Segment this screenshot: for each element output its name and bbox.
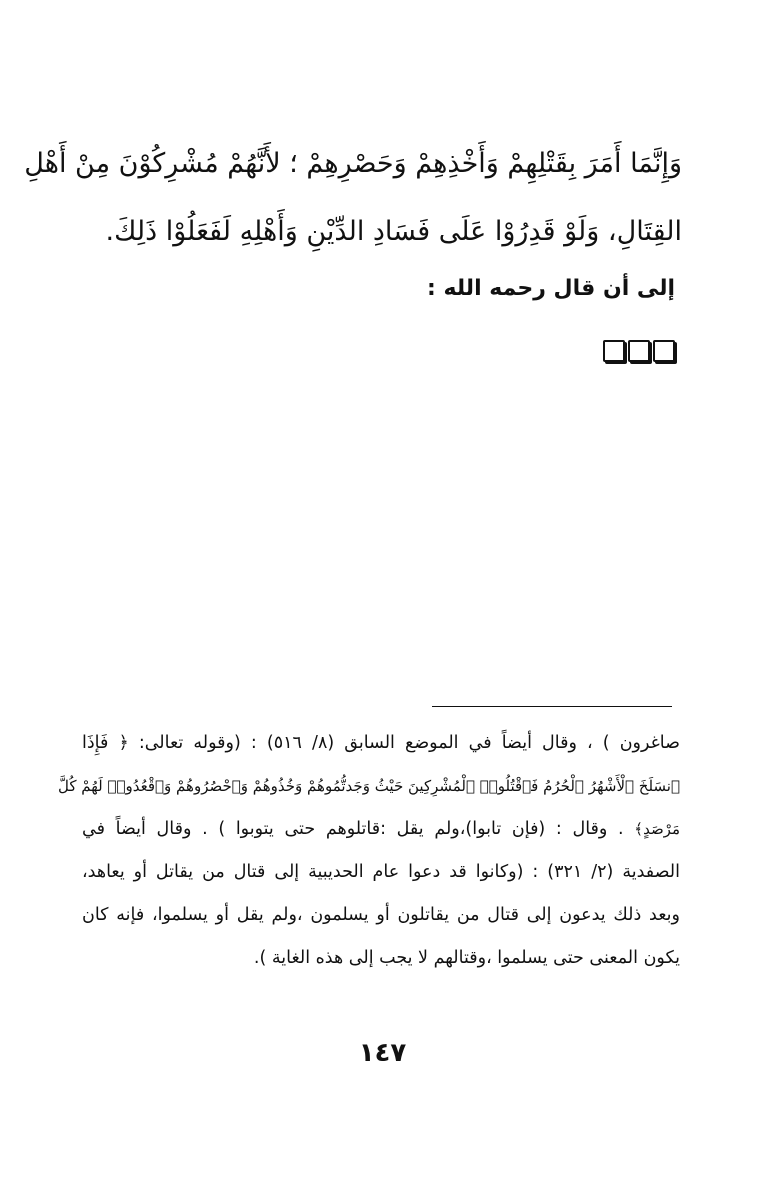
main-text-line: وَإِنَّمَا أَمَرَ بِقَتْلِهِمْ وَأَخْذِهِمْ وَحَصْرِهِمْ ؛ لأَنَّهُمْ مُشْرِكُوْنَ مِنْ أَهْلِ: [24, 148, 682, 179]
footnote-line: [82, 808, 680, 851]
footnote-quran-line: ٱنسَلَخَ ٱلْأَشْهُرُ ٱلْحُرُمُ فَٱقْتُلُوا۟ ٱلْمُشْرِكِينَ حَيْثُ وَجَدتُّمُوهُمْ وَخُذُوهُمْ وَٱحْصُرُوهُمْ وَٱقْعُدُوا۟ لَهُمْ كُلَّ: [58, 777, 680, 795]
separator-box-icon: [628, 340, 650, 362]
section-heading: إلى أن قال رحمه الله :: [427, 276, 675, 301]
footnote-line: يكون المعنى حتى يسلموا ،وقتالهم لا يجب إلى هذه الغاية ).: [253, 948, 680, 968]
page-number: ١٤٧: [358, 1038, 407, 1068]
separator-box-icon: [653, 340, 675, 362]
main-text: [24, 130, 682, 266]
footnote-line: صاغرون ) ، وقال أيضاً في الموضع السابق (٨/ ٥١٦) : (وقوله تعالى: ﴿ فَإِذَا: [82, 733, 680, 753]
section-separator: [603, 340, 675, 362]
separator-box-icon: [603, 340, 625, 362]
footnote-quran-fragment: مَرْصَدٍ﴾: [634, 820, 680, 838]
footnote-line: وبعد ذلك يدعون إلى قتال من يقاتلون أو يسلمون ،ولم يقل أو يسلموا، فإنه كان: [82, 905, 680, 925]
footnotes: [58, 722, 680, 980]
footnote-divider: [432, 706, 672, 707]
main-text-line: القِتَالِ، وَلَوْ قَدِرُوْا عَلَى فَسَادِ الدِّيْنِ وَأَهْلِهِ لَفَعَلُوْا ذَلِكَ.: [105, 216, 682, 247]
footnote-line: الصفدية (٢/ ٣٢١) : (وكانوا قد دعوا عام الحديبية إلى قتال من يقاتل أو يعاهد،: [82, 862, 680, 882]
footnote-text-fragment: . وقال : (فإن تابوا)،ولم يقل :قاتلوهم حتى يتوبوا ) . وقال أيضاً في: [82, 819, 635, 839]
